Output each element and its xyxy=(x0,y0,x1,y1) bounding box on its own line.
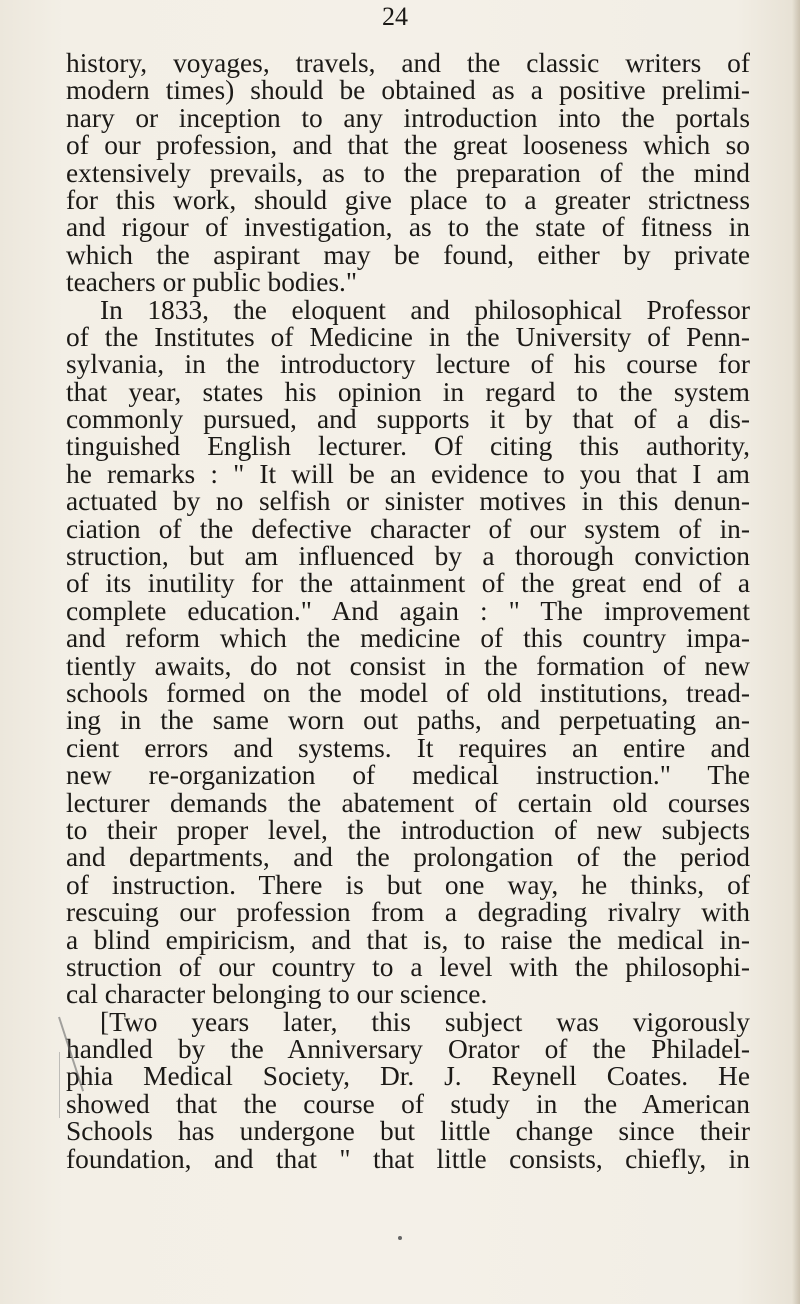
text-line: tinguished English lecturer. Of citing this authority, xyxy=(66,431,750,462)
pencil-margin-mark xyxy=(59,1052,60,1118)
text-line: ciation of the defective character of our system of in- xyxy=(66,513,750,544)
text-line: schools formed on the model of old institutions, tread- xyxy=(66,677,750,708)
text-line: showed that the course of study in the American xyxy=(66,1088,750,1119)
text-line: of our profession, and that the great looseness which so xyxy=(66,130,750,161)
text-line: a blind empiricism, and that is, to raise the medical in- xyxy=(66,924,750,955)
paragraph-3 xyxy=(66,1006,750,1174)
paragraph-2 xyxy=(66,294,750,1010)
text-line: modern times) should be obtained as a positive prelimi- xyxy=(66,75,750,106)
text-line: commonly pursued, and supports it by that of a dis- xyxy=(66,404,750,435)
text-line: history, voyages, travels, and the classic writers of xyxy=(66,48,750,78)
text-line: that year, states his opinion in regard to the system xyxy=(66,376,750,407)
text-line: he remarks : " It will be an evidence to you that I am xyxy=(66,458,750,489)
text-line: actuated by no selfish or sinister motives in this denun- xyxy=(66,486,750,517)
text-line: of the Institutes of Medicine in the University of Penn- xyxy=(66,321,750,352)
text-line: ing in the same worn out paths, and perpetuating an- xyxy=(66,705,750,736)
page-edge-shadow xyxy=(792,0,800,1304)
text-line: of instruction. There is but one way, he thinks, of xyxy=(66,869,750,900)
text-line: rescuing our profession from a degrading rivalry with xyxy=(66,897,750,928)
ink-speck xyxy=(398,1236,402,1240)
text-line: which the aspirant may be found, either by private xyxy=(66,239,750,270)
text-line: to their proper level, the introduction of new subjects xyxy=(66,814,750,845)
body-text xyxy=(66,50,750,1173)
text-line: sylvania, in the introductory lecture of his course for xyxy=(66,349,750,380)
text-line: [Two years later, this subject was vigorously xyxy=(100,1006,750,1037)
text-line: new re-organization of medical instruction." The xyxy=(66,760,750,791)
page-number: 24 xyxy=(382,2,408,31)
text-line: and rigour of investigation, as to the state of fitness in xyxy=(66,212,750,243)
text-line: lecturer demands the abatement of certain old courses xyxy=(66,787,750,818)
text-line: tiently awaits, do not consist in the formation of new xyxy=(66,650,750,681)
text-line: and reform which the medicine of this country impa- xyxy=(66,623,750,654)
text-line: complete education." And again : " The improvement xyxy=(66,595,750,626)
text-line: cal character belonging to our science. xyxy=(66,979,488,1010)
text-line: extensively prevails, as to the preparation of the mind xyxy=(66,157,750,188)
text-line: phia Medical Society, Dr. J. Reynell Coates. He xyxy=(66,1061,750,1092)
text-line: for this work, should give place to a greater strictness xyxy=(66,184,750,215)
text-line: Schools has undergone but little change since their xyxy=(66,1116,750,1147)
text-line: of its inutility for the attainment of the great end of a xyxy=(66,568,750,599)
text-line: struction of our country to a level with the philosophi- xyxy=(66,951,750,982)
text-line: In 1833, the eloquent and philosophical Professor xyxy=(100,294,750,325)
text-line: foundation, and that " that little consists, chiefly, in xyxy=(66,1143,750,1174)
text-line: teachers or public bodies." xyxy=(66,267,358,298)
text-line: cient errors and systems. It requires an entire and xyxy=(66,732,750,763)
text-line: and departments, and the prolongation of the period xyxy=(66,842,750,873)
text-line: struction, but am influenced by a thorough conviction xyxy=(66,541,750,572)
text-line: handled by the Anniversary Orator of the Philadel- xyxy=(66,1034,750,1065)
paragraph-1 xyxy=(66,50,750,297)
text-line: nary or inception to any introduction into the portals xyxy=(66,102,750,133)
